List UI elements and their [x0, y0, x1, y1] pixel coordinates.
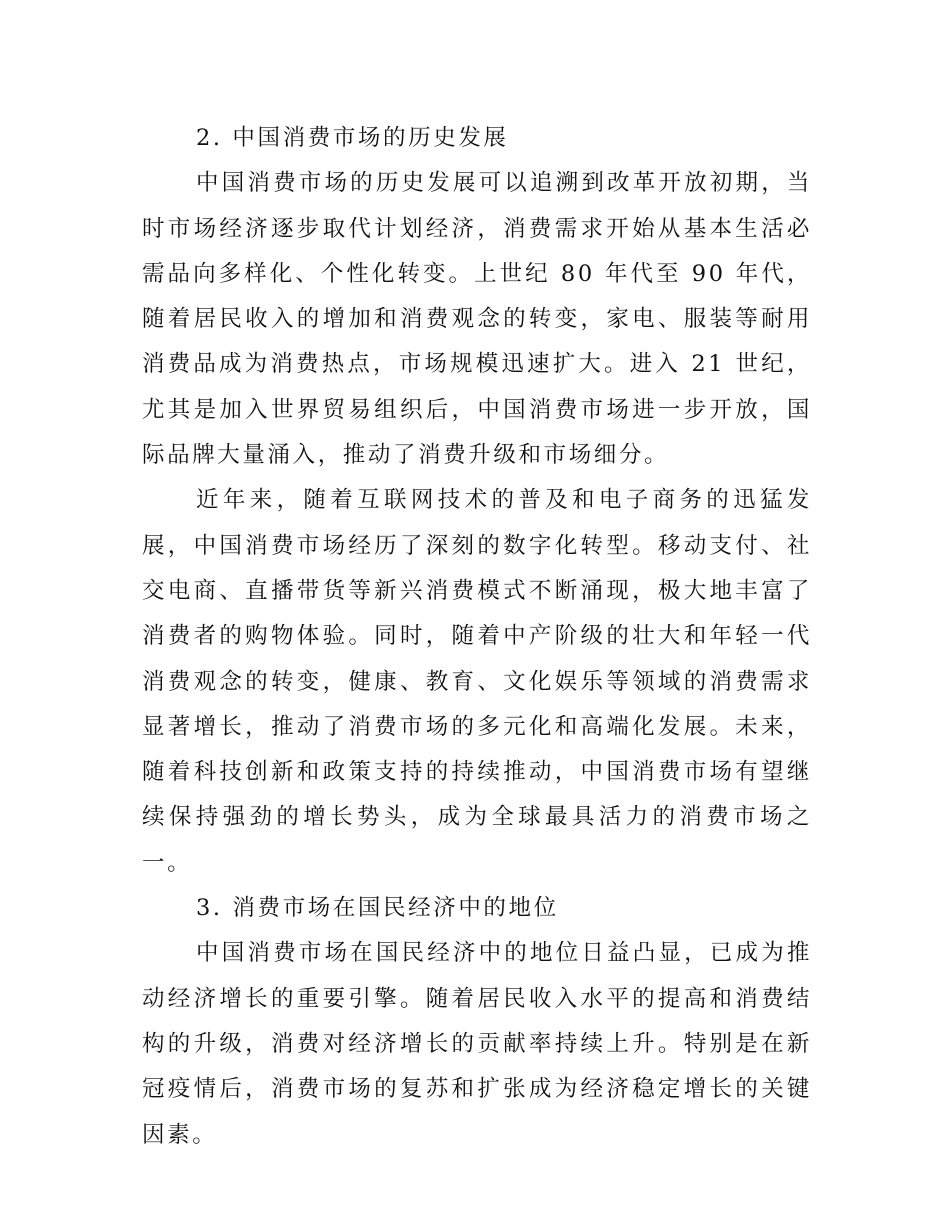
paragraph-history-1: 中国消费市场的历史发展可以追溯到改革开放初期，当时市场经济逐步取代计划经济，消费需求开始从基本生活必需品向多样化、个性化转变。上世纪 80 年代至 90 年代，随着居民收入的增加和消费观念的转变，家电、服装等耐用消费品成为消费热点，市场规模迅速扩大。进入 21 世纪，尤其是加入世界贸易组织后，中国消费市场进一步开放，国际品牌大量涌入，推动了消费升级和市场细分。: [142, 170, 812, 469]
paragraph-history-2: 近年来，随着互联网技术的普及和电子商务的迅猛发展，中国消费市场经历了深刻的数字化转型。移动支付、社交电商、直播带货等新兴消费模式不断涌现，极大地丰富了消费者的购物体验。同时，随着中产阶级的壮大和年轻一代消费观念的转变，健康、教育、文化娱乐等领域的消费需求显著增长，推动了消费市场的多元化和高端化发展。未来，随着科技创新和政策支持的持续推动，中国消费市场有望继续保持强劲的增长势头，成为全球最具活力的消费市场之一。: [142, 487, 812, 876]
section-heading-3: 3. 消费市场在国民经济中的地位: [196, 895, 559, 922]
document-body: [142, 116, 812, 1158]
paragraph-economy-position: 中国消费市场在国民经济中的地位日益凸显，已成为推动经济增长的重要引擎。随着居民收入水平的提高和消费结构的升级，消费对经济增长的贡献率持续上升。特别是在新冠疫情后，消费市场的复苏和扩张成为经济稳定增长的关键因素。: [142, 940, 812, 1148]
section-heading-2: 2. 中国消费市场的历史发展: [196, 125, 509, 151]
